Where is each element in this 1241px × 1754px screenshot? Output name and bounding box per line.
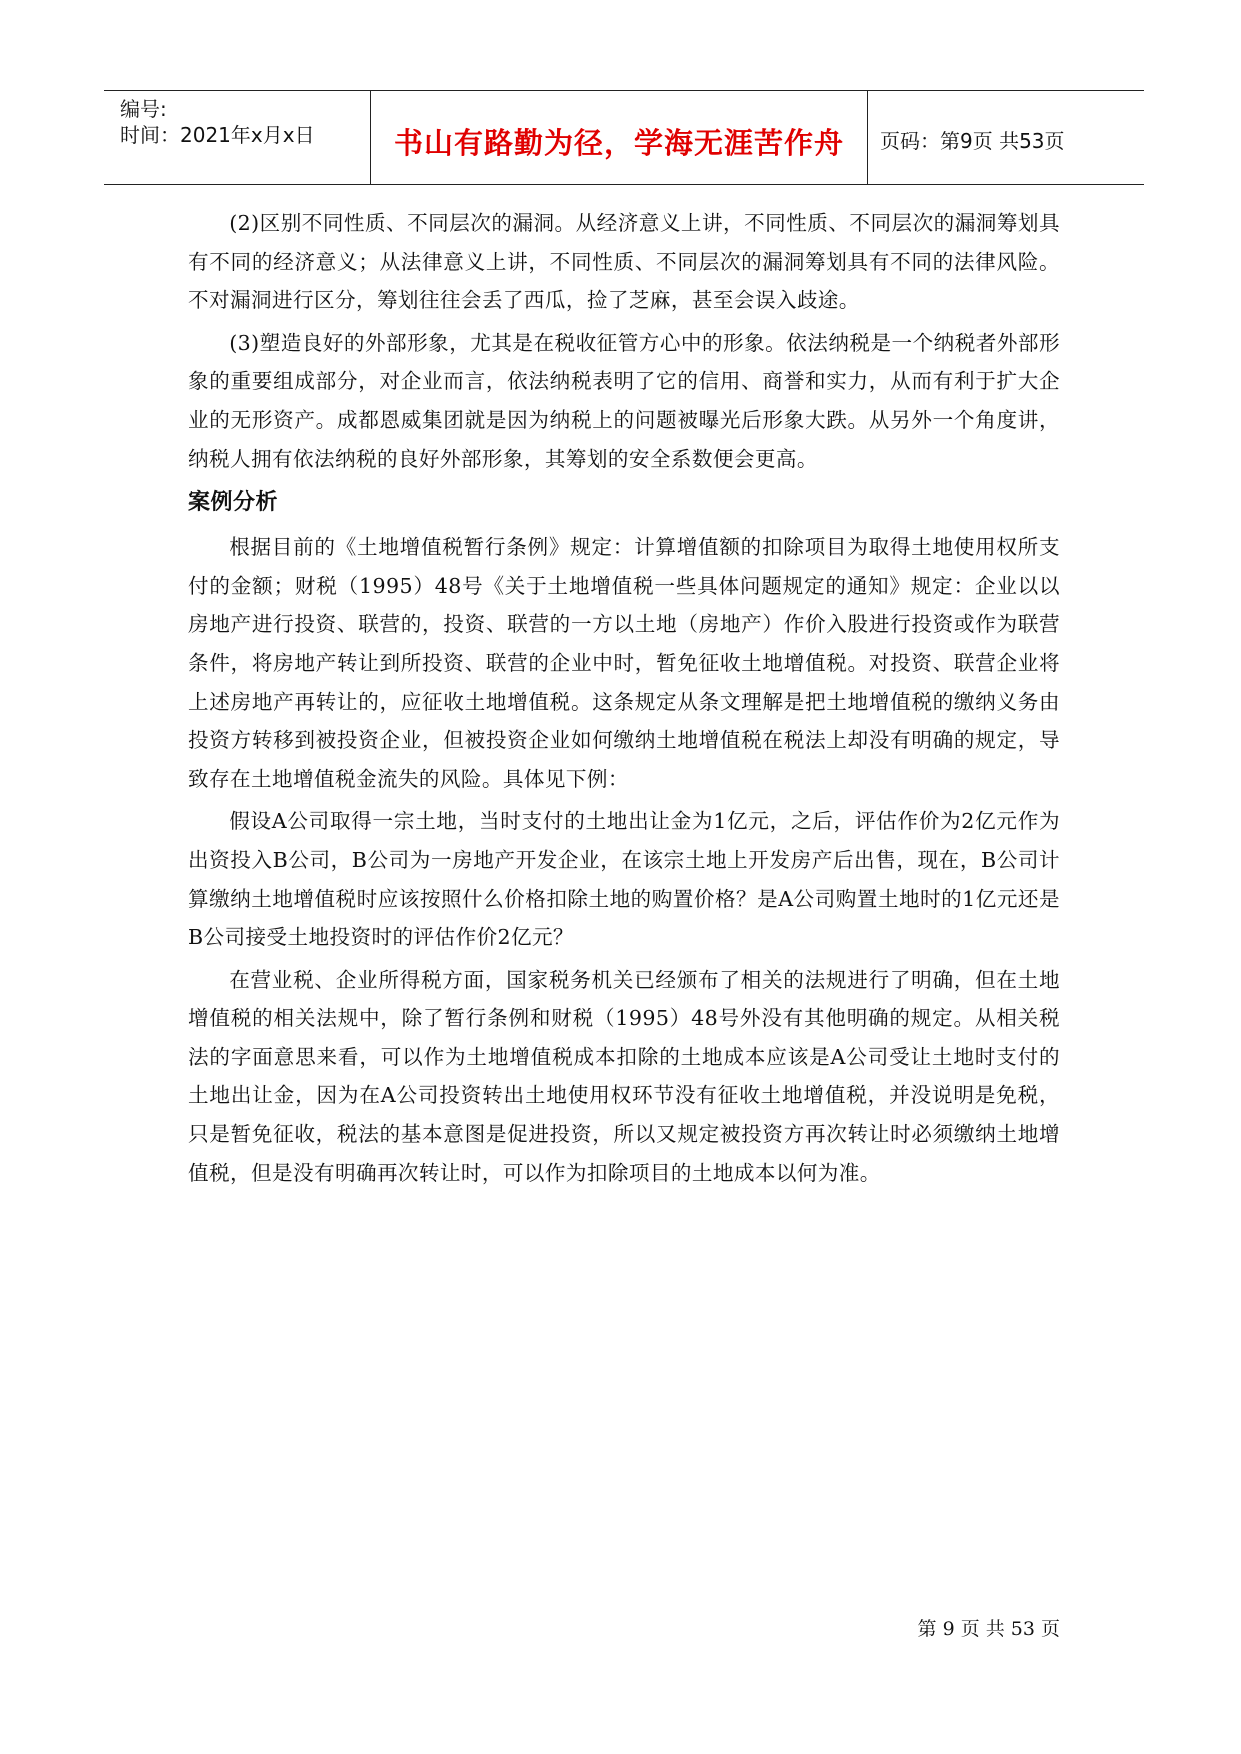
- document-body: [188, 204, 1060, 1192]
- section-title: 案例分析: [188, 490, 279, 516]
- page-footer: 第 9 页 共 53 页: [917, 1618, 1060, 1640]
- case-paragraph-1: 根据目前的《土地增值税暂行条例》规定：计算增值额的扣除项目为取得土地使用权所支付的金额；财税（1995）48号《关于土地增值税一些具体问题规定的通知》规定：企业以以房地产进行投资、联营的，投资、联营的一方以土地（房地产）作价入股进行投资或作为联营条件，将房地产转让到所投资、联营的企业中时，暂免征收土地增值税。对投资、联营企业将上述房地产再转让的，应征收土地增值税。这条规定从条文理解是把土地增值税的缴纳义务由投资方转移到被投资企业，但被投资企业如何缴纳土地增值税在税法上却没有明确的规定，导致存在土地增值税金流失的风险。具体见下例：: [188, 535, 1060, 791]
- header-motto: 书山有路勤为径，学海无涯苦作舟: [393, 126, 844, 160]
- serial-label: 编号:: [120, 97, 167, 121]
- paragraph-2: (2)区别不同性质、不同层次的漏洞。从经济意义上讲，不同性质、不同层次的漏洞筹划具有不同的经济意义；从法律意义上讲，不同性质、不同层次的漏洞筹划具有不同的法律风险。不对漏洞进行区分，筹划往往会丢了西瓜，捡了芝麻，甚至会误入歧途。: [188, 211, 1060, 313]
- time-label: 时间：2021年x月x日: [120, 123, 315, 147]
- header-info-cell: [104, 91, 371, 184]
- case-paragraph-2: 假设A公司取得一宗土地，当时支付的土地出让金为1亿元，之后，评估作价为2亿元作为出资投入B公司，B公司为一房地产开发企业，在该宗土地上开发房产后出售，现在，B公司计算缴纳土地增值税时应该按照什么价格扣除土地的购置价格？是A公司购置土地时的1亿元还是B公司接受土地投资时的评估作价2亿元？: [188, 809, 1060, 950]
- header-page-cell: [868, 91, 1144, 184]
- page-header: [104, 90, 1144, 185]
- header-page-code: 页码：第9页 共53页: [880, 129, 1065, 153]
- header-motto-cell: [371, 91, 868, 184]
- paragraph-3: (3)塑造良好的外部形象，尤其是在税收征管方心中的形象。依法纳税是一个纳税者外部形象的重要组成部分，对企业而言，依法纳税表明了它的信用、商誉和实力，从而有利于扩大企业的无形资产。成都恩威集团就是因为纳税上的问题被曝光后形象大跌。从另外一个角度讲，纳税人拥有依法纳税的良好外部形象，其筹划的安全系数便会更高。: [188, 330, 1060, 471]
- case-paragraph-3: 在营业税、企业所得税方面，国家税务机关已经颁布了相关的法规进行了明确，但在土地增值税的相关法规中，除了暂行条例和财税（1995）48号外没有其他明确的规定。从相关税法的字面意思来看，可以作为土地增值税成本扣除的土地成本应该是A公司受让土地时支付的土地出让金，因为在A公司投资转出土地使用权环节没有征收土地增值税，并没说明是免税，只是暂免征收，税法的基本意图是促进投资，所以又规定被投资方再次转让时必须缴纳土地增值税，但是没有明确再次转让时，可以作为扣除项目的土地成本以何为准。: [188, 967, 1060, 1185]
